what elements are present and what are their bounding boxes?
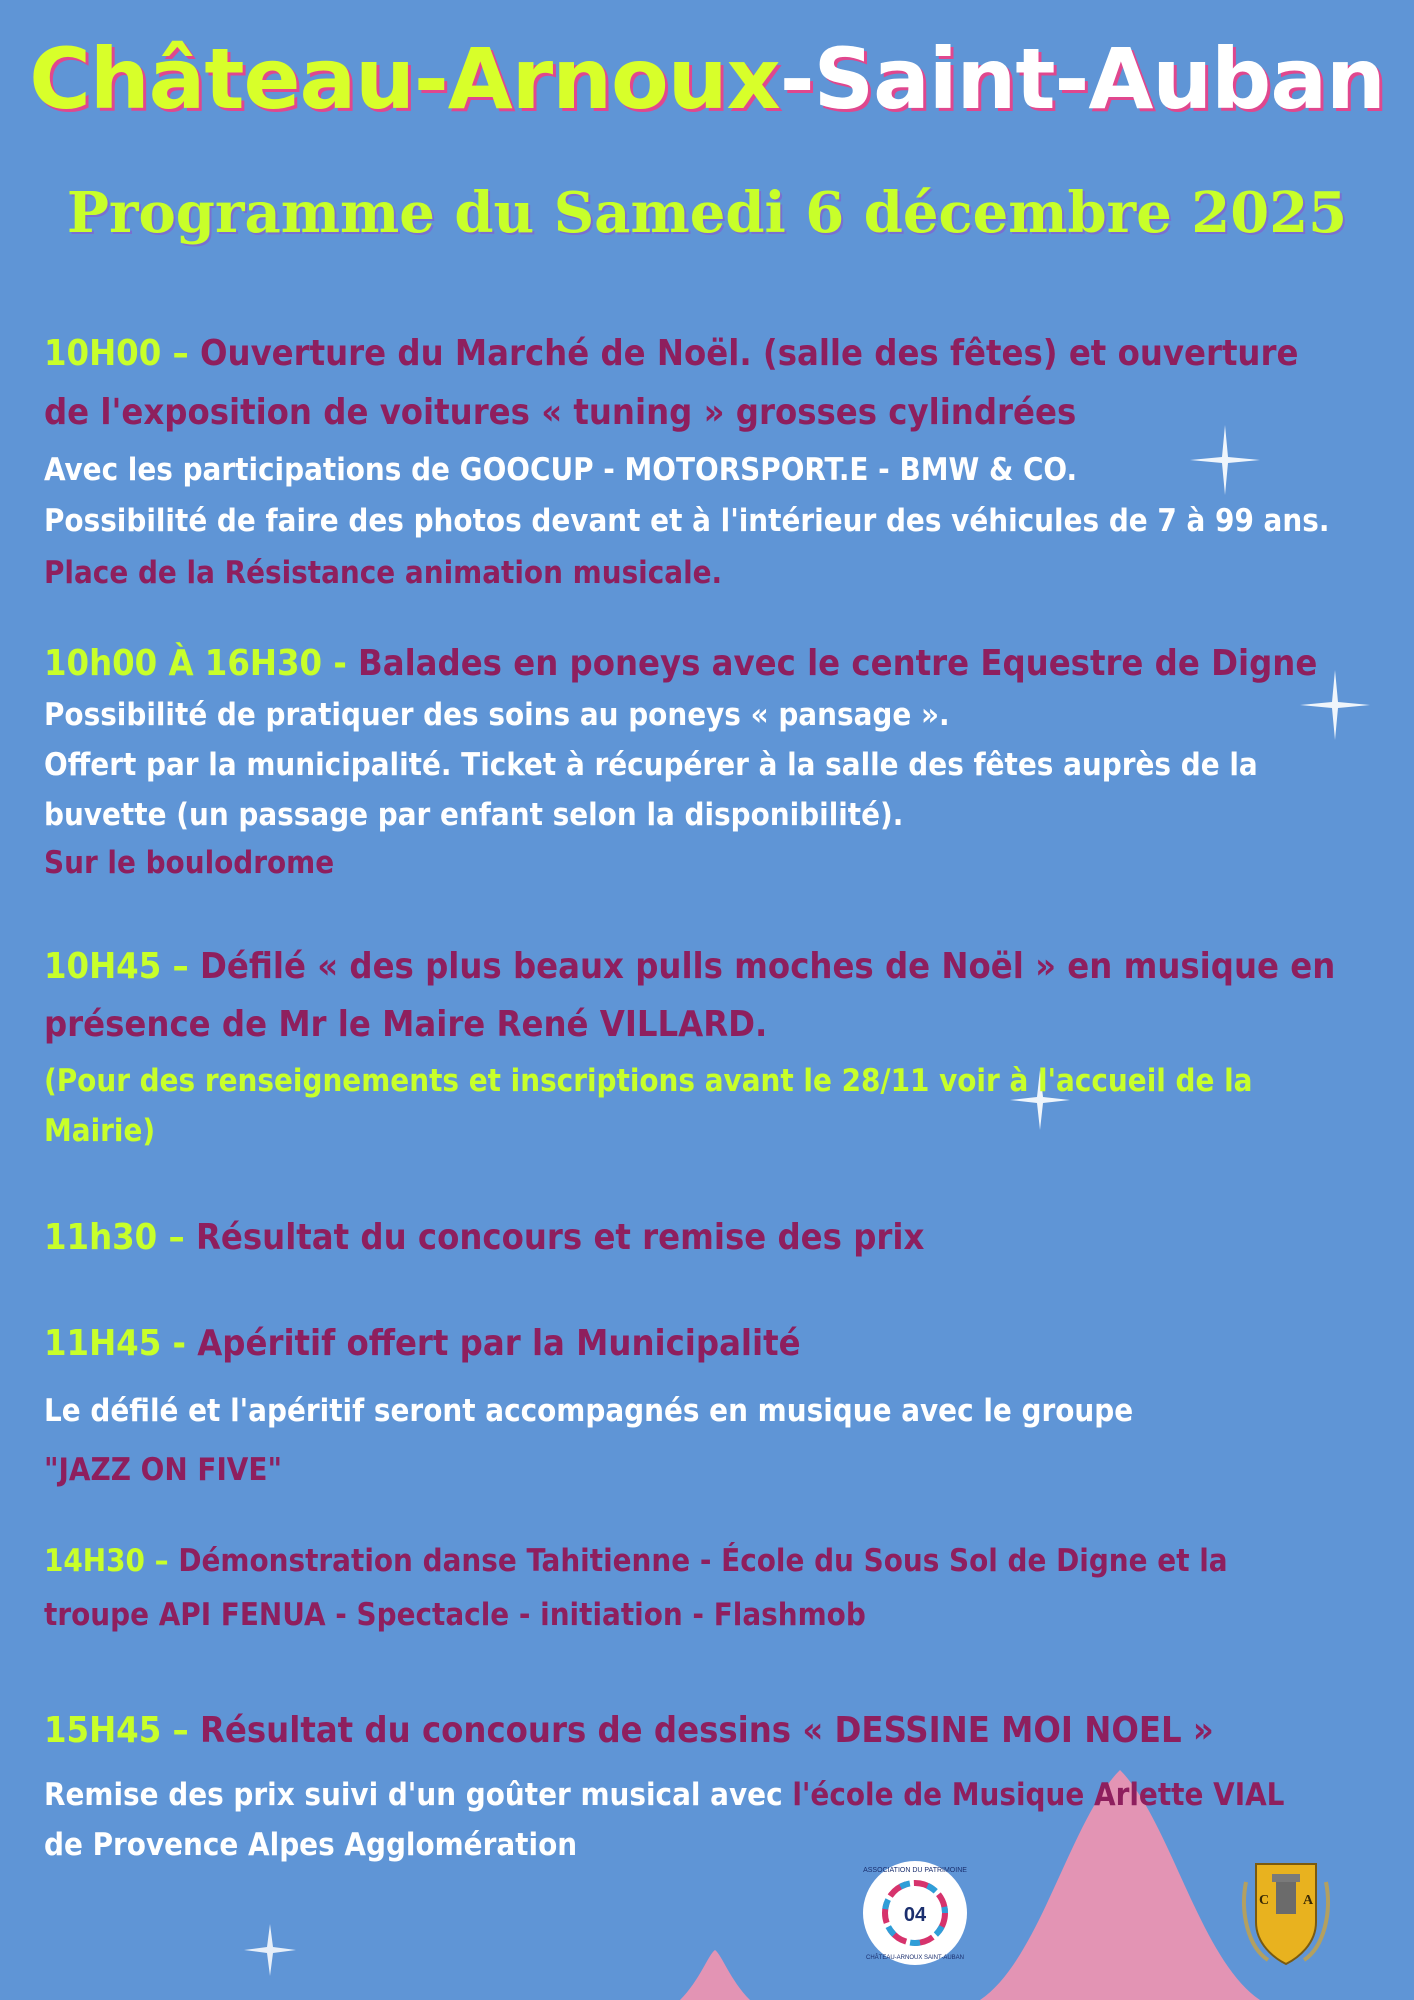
sparkle-icon [240, 1920, 300, 1980]
event-detail-text: Remise des prix suivi d'un goûter musical avec [44, 1777, 793, 1813]
event-title: Démonstration danse Tahitienne - École du Sous Sol de Digne et la [178, 1543, 1228, 1579]
event-7-heading [44, 1710, 1214, 1751]
town-title [0, 30, 1414, 128]
event-3-detail-1: (Pour des renseignements et inscriptions avant le 28/11 voir à l'accueil de la [44, 1063, 1253, 1099]
event-title: Résultat du concours de dessins « DESSINE MOI NOEL » [199, 1710, 1214, 1751]
event-1-detail-3: Place de la Résistance animation musicale. [44, 555, 723, 591]
title-part-2: -Saint-Auban [779, 30, 1385, 128]
event-4-heading [44, 1217, 924, 1258]
event-5-detail-2: "JAZZ ON FIVE" [44, 1452, 282, 1488]
event-7-detail-2: de Provence Alpes Agglomération [44, 1827, 578, 1863]
pink-mountain-left [680, 1950, 750, 2000]
event-1-line-2: de l'exposition de voitures « tuning » grosses cylindrées [44, 392, 1077, 433]
event-title: Apéritif offert par la Municipalité [197, 1323, 801, 1364]
event-2-detail-1: Possibilité de pratiquer des soins au poneys « pansage ». [44, 697, 950, 733]
event-3-heading [44, 946, 1335, 987]
event-time: 10h00 À 16H30 - [44, 643, 359, 684]
event-7-detail-1 [44, 1777, 1284, 1813]
event-title: Résultat du concours et remise des prix [195, 1217, 925, 1258]
programme-subtitle: Programme du Samedi 6 décembre 2025 [66, 180, 1348, 246]
event-1-detail-2: Possibilité de faire des photos devant et à l'intérieur des véhicules de 7 à 99 ans. [44, 503, 1330, 539]
event-2-detail-3: buvette (un passage par enfant selon la disponibilité). [44, 797, 904, 833]
event-title: Défilé « des plus beaux pulls moches de Noël » en musique en [199, 946, 1336, 987]
event-3-detail-2: Mairie) [44, 1113, 156, 1149]
event-2-heading [44, 643, 1317, 684]
event-detail-highlight: l'école de Musique Arlette VIAL [792, 1777, 1285, 1813]
event-title: Balades en poneys avec le centre Equestre de Digne [358, 643, 1318, 684]
crest-letter-left: C [1258, 1893, 1270, 1908]
event-5-heading [44, 1323, 801, 1364]
event-time: 10H45 – [44, 946, 200, 987]
logo-number: 04 [903, 1904, 927, 1926]
title-part-1: Château-Arnoux [29, 30, 780, 128]
event-2-detail-4: Sur le boulodrome [44, 845, 335, 881]
event-5-detail-1: Le défilé et l'apéritif seront accompagnés en musique avec le groupe [44, 1393, 1134, 1429]
event-1-detail-1: Avec les participations de GOOCUP - MOTORSPORT.E - BMW & CO. [44, 452, 1078, 488]
event-3-line-2: présence de Mr le Maire René VILLARD. [44, 1004, 768, 1045]
event-1-heading [44, 333, 1298, 374]
logo-bottom-text: CHÂTEAU-ARNOUX SAINT-AUBAN [865, 1955, 965, 1961]
event-time: 15H45 – [44, 1710, 200, 1751]
logo-top-text: ASSOCIATION DU PATRIMOINE [863, 1867, 967, 1874]
event-title: Ouverture du Marché de Noël. (salle des fêtes) et ouverture [199, 333, 1299, 374]
event-6-line-2: troupe API FENUA - Spectacle - initiation - Flashmob [44, 1597, 866, 1633]
event-time: 11H45 - [44, 1323, 198, 1364]
event-time: 11h30 – [44, 1217, 196, 1258]
event-6-heading [44, 1543, 1228, 1579]
event-time: 14H30 – [44, 1543, 179, 1579]
event-time: 10H00 – [44, 333, 200, 374]
association-logo [860, 1858, 970, 1968]
town-crest-icon [1238, 1852, 1334, 1968]
sparkle-icon [1185, 420, 1265, 500]
event-2-detail-2: Offert par la municipalité. Ticket à récupérer à la salle des fêtes auprès de la [44, 747, 1258, 783]
crest-letter-right: A [1302, 1893, 1314, 1908]
